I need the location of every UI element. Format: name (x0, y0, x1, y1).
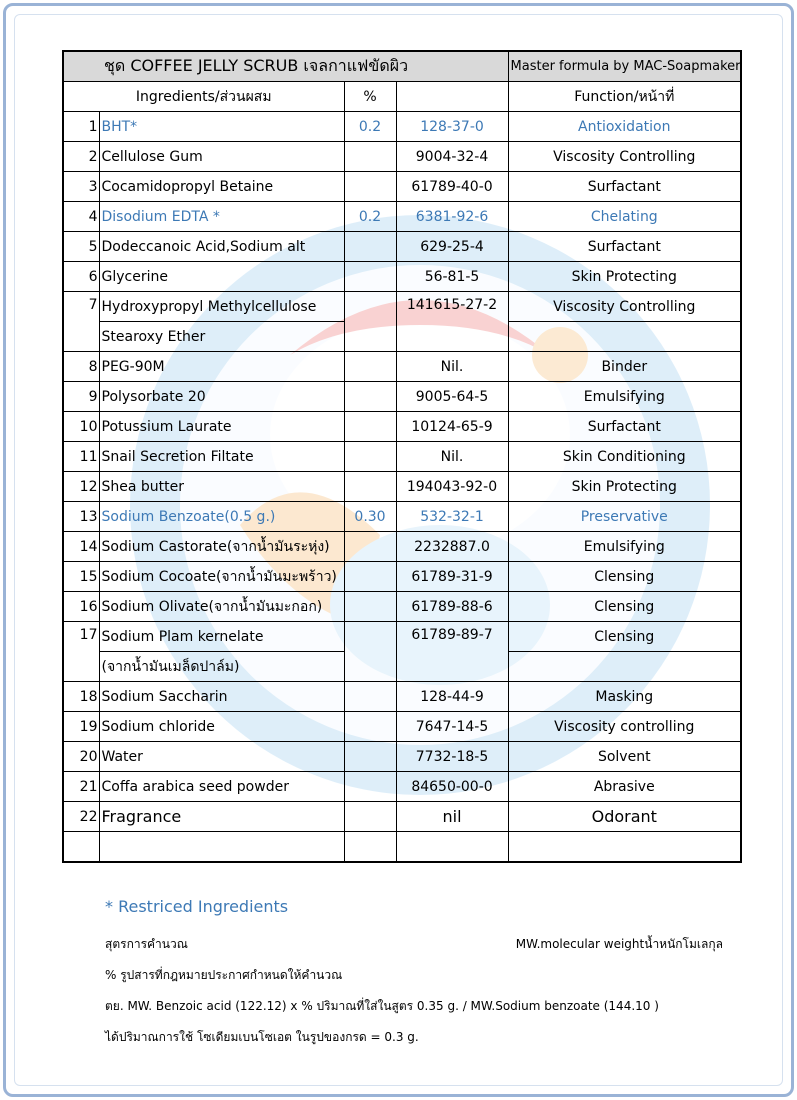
ingredient-name: PEG-90M (99, 352, 344, 382)
function-cell: Surfactant (508, 172, 741, 202)
ingredient-name: Sodium Plam kernelate (99, 622, 344, 652)
percent-cell (344, 772, 396, 802)
table-row (63, 172, 741, 202)
header-function: Function/หน้าที่ (508, 82, 741, 112)
function-cell: Skin Protecting (508, 472, 741, 502)
function-cell: Binder (508, 352, 741, 382)
row-number: 11 (63, 442, 99, 472)
table-row (63, 292, 741, 322)
ingredient-name: Disodium EDTA * (99, 202, 344, 232)
percent-cell (344, 622, 396, 682)
table-row (63, 472, 741, 502)
table-row (63, 262, 741, 292)
calc-line-1: % รูปสารที่กฎหมายประกาศกำหนดให้คำนวณ (105, 968, 343, 982)
percent-cell (344, 712, 396, 742)
percent-cell: 0.30 (344, 502, 396, 532)
table-row (63, 772, 741, 802)
cas-number: 84650-00-0 (396, 772, 508, 802)
cas-number: 56-81-5 (396, 262, 508, 292)
function-cell: Viscosity Controlling (508, 292, 741, 322)
ingredient-name: Water (99, 742, 344, 772)
cas-number: Nil. (396, 352, 508, 382)
function-cell: Viscosity Controlling (508, 142, 741, 172)
ingredient-name: Shea butter (99, 472, 344, 502)
percent-cell (344, 742, 396, 772)
row-number: 4 (63, 202, 99, 232)
table-row (63, 622, 741, 652)
row-number: 18 (63, 682, 99, 712)
row-number: 6 (63, 262, 99, 292)
row-number: 5 (63, 232, 99, 262)
title-row (63, 51, 741, 82)
row-number: 17 (63, 622, 99, 682)
row-number: 3 (63, 172, 99, 202)
table-row (63, 712, 741, 742)
cas-number: 61789-89-7 (396, 622, 508, 682)
function-cell: Abrasive (508, 772, 741, 802)
percent-cell (344, 172, 396, 202)
row-number: 12 (63, 472, 99, 502)
row-number: 8 (63, 352, 99, 382)
percent-cell (344, 472, 396, 502)
cas-number: 141615-27-2 (396, 292, 508, 352)
percent-cell (344, 412, 396, 442)
row-number: 14 (63, 532, 99, 562)
function-cell: Surfactant (508, 232, 741, 262)
header-row (63, 82, 741, 112)
cas-number: 6381-92-6 (396, 202, 508, 232)
table-row (63, 802, 741, 832)
row-number: 7 (63, 292, 99, 352)
function-cell: Preservative (508, 502, 741, 532)
table-row (63, 682, 741, 712)
row-number: 2 (63, 142, 99, 172)
row-number: 10 (63, 412, 99, 442)
table-row (63, 532, 741, 562)
table-row (63, 502, 741, 532)
cas-number: 629-25-4 (396, 232, 508, 262)
function-cell-empty (508, 322, 741, 352)
table-row (63, 442, 741, 472)
function-cell: Emulsifying (508, 532, 741, 562)
table-title: ชุด COFFEE JELLY SCRUB เจลกาแฟขัดผิว (63, 51, 508, 82)
function-cell: Skin Protecting (508, 262, 741, 292)
notes-section (105, 897, 735, 1058)
percent-cell (344, 382, 396, 412)
function-cell: Clensing (508, 592, 741, 622)
function-cell: Clensing (508, 622, 741, 652)
cas-number: 7732-18-5 (396, 742, 508, 772)
percent-cell (344, 292, 396, 352)
table-row (63, 382, 741, 412)
ingredient-name: Polysorbate 20 (99, 382, 344, 412)
row-number: 19 (63, 712, 99, 742)
credit-text: Master formula by MAC-Soapmaker (508, 51, 741, 82)
percent-cell (344, 562, 396, 592)
ingredient-name: Cellulose Gum (99, 142, 344, 172)
cas-number: 9004-32-4 (396, 142, 508, 172)
function-cell: Odorant (508, 802, 741, 832)
header-ingredients: Ingredients/ส่วนผสม (63, 82, 344, 112)
empty-row (63, 832, 741, 863)
ingredient-name: Sodium Saccharin (99, 682, 344, 712)
percent-cell (344, 802, 396, 832)
percent-cell (344, 532, 396, 562)
function-cell: Emulsifying (508, 382, 741, 412)
header-cas (396, 82, 508, 112)
ingredient-name-line2: (จากน้ำมันเมล็ดปาล์ม) (99, 652, 344, 682)
table-row (63, 592, 741, 622)
percent-cell (344, 682, 396, 712)
percent-cell (344, 262, 396, 292)
table-row (63, 142, 741, 172)
percent-cell (344, 142, 396, 172)
calc-title: สุตรการคำนวณ (105, 937, 188, 951)
table-row (63, 562, 741, 592)
cas-number: 532-32-1 (396, 502, 508, 532)
cas-number: 128-44-9 (396, 682, 508, 712)
cas-number: 128-37-0 (396, 112, 508, 142)
function-cell: Solvent (508, 742, 741, 772)
function-cell: Skin Conditioning (508, 442, 741, 472)
ingredient-name: Snail Secretion Filtate (99, 442, 344, 472)
table-row (63, 112, 741, 142)
percent-cell (344, 442, 396, 472)
calc-line-2: ตย. MW. Benzoic acid (122.12) x % ปริมาณที่ใส่ในสูตร 0.35 g. / MW.Sodium benzoate (144.10 ) (105, 999, 659, 1013)
percent-cell: 0.2 (344, 112, 396, 142)
function-cell: Antioxidation (508, 112, 741, 142)
row-number: 22 (63, 802, 99, 832)
mw-note: MW.molecular weightน้ำหนักโมเลกุล (515, 937, 723, 951)
table-row (63, 202, 741, 232)
cas-number: 10124-65-9 (396, 412, 508, 442)
ingredient-name: Cocamidopropyl Betaine (99, 172, 344, 202)
percent-cell: 0.2 (344, 202, 396, 232)
row-number: 13 (63, 502, 99, 532)
ingredient-name: BHT* (99, 112, 344, 142)
function-cell-empty (508, 652, 741, 682)
ingredient-name: Sodium Castorate(จากน้ำมันระหุ่ง) (99, 532, 344, 562)
function-cell: Clensing (508, 562, 741, 592)
ingredient-name: Sodium Cocoate(จากน้ำมันมะพร้าว) (99, 562, 344, 592)
table-row (63, 352, 741, 382)
ingredient-name: Coffa arabica seed powder (99, 772, 344, 802)
function-cell: Masking (508, 682, 741, 712)
cas-number: 9005-64-5 (396, 382, 508, 412)
row-number: 15 (63, 562, 99, 592)
function-cell: Chelating (508, 202, 741, 232)
cas-number: 61789-40-0 (396, 172, 508, 202)
table-row (63, 742, 741, 772)
cas-number: 2232887.0 (396, 532, 508, 562)
ingredient-name: Glycerine (99, 262, 344, 292)
ingredient-name: Sodium Benzoate(0.5 g.) (99, 502, 344, 532)
cas-number: 194043-92-0 (396, 472, 508, 502)
cas-number: Nil. (396, 442, 508, 472)
cas-number: 7647-14-5 (396, 712, 508, 742)
row-number: 20 (63, 742, 99, 772)
cas-number: nil (396, 802, 508, 832)
ingredient-name-line2: Stearoxy Ether (99, 322, 344, 352)
row-number: 9 (63, 382, 99, 412)
function-cell: Surfactant (508, 412, 741, 442)
cas-number: 61789-31-9 (396, 562, 508, 592)
percent-cell (344, 232, 396, 262)
restricted-note: * Restriced Ingredients (105, 897, 289, 916)
percent-cell (344, 352, 396, 382)
ingredient-name: Hydroxypropyl Methylcellulose (99, 292, 344, 322)
ingredient-name: Sodium chloride (99, 712, 344, 742)
row-number: 1 (63, 112, 99, 142)
formula-table (62, 50, 742, 863)
row-number: 16 (63, 592, 99, 622)
row-number: 21 (63, 772, 99, 802)
cas-number: 61789-88-6 (396, 592, 508, 622)
table-row (63, 232, 741, 262)
percent-cell (344, 592, 396, 622)
table-row (63, 412, 741, 442)
ingredient-name: Fragrance (99, 802, 344, 832)
ingredient-name: Sodium Olivate(จากน้ำมันมะกอก) (99, 592, 344, 622)
calc-line-3: ได้ปริมาณการใช้ โซเดียมเบนโซเอต ในรูปของกรด = 0.3 g. (105, 1030, 419, 1044)
ingredient-name: Potussium Laurate (99, 412, 344, 442)
header-percent: % (344, 82, 396, 112)
ingredient-name: Dodeccanoic Acid,Sodium alt (99, 232, 344, 262)
function-cell: Viscosity controlling (508, 712, 741, 742)
